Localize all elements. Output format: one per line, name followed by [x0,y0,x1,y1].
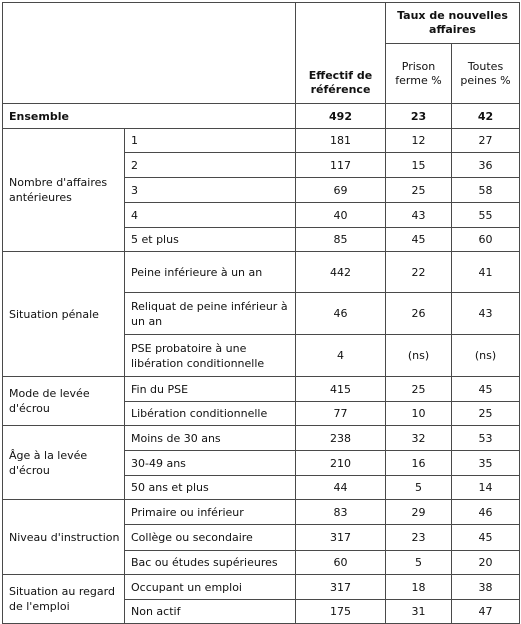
row-prison: 25 [386,377,452,402]
group-label: Situation au regard de l'emploi [3,575,125,624]
row-effectif: 40 [296,203,386,228]
row-label: Occupant un emploi [125,575,296,600]
row-toutes: 35 [452,451,520,476]
row-effectif: 317 [296,575,386,600]
row-effectif: 415 [296,377,386,402]
row-prison: 26 [386,293,452,335]
row-prison: 43 [386,203,452,228]
table-row [3,252,520,293]
row-prison: 31 [386,600,452,624]
row-effectif: 4 [296,335,386,377]
group-label: Situation pénale [3,252,125,377]
table-row [3,500,520,525]
row-prison: 23 [386,525,452,551]
row-prison: 10 [386,402,452,426]
row-toutes: 45 [452,525,520,551]
row-prison: 5 [386,551,452,575]
row-label: Libération conditionnelle [125,402,296,426]
row-toutes: 58 [452,178,520,203]
row-effectif: 46 [296,293,386,335]
row-toutes: 25 [452,402,520,426]
row-label: Bac ou études supérieures [125,551,296,575]
row-label: 2 [125,153,296,178]
row-label: Peine inférieure à un an [125,252,296,293]
total-row [3,104,520,129]
row-effectif: 317 [296,525,386,551]
row-effectif: 69 [296,178,386,203]
row-prison: 16 [386,451,452,476]
row-toutes: 45 [452,377,520,402]
row-label: Moins de 30 ans [125,426,296,451]
row-effectif: 238 [296,426,386,451]
table-row [3,377,520,402]
row-toutes: 41 [452,252,520,293]
row-effectif: 442 [296,252,386,293]
row-toutes: 53 [452,426,520,451]
row-toutes: 47 [452,600,520,624]
row-toutes: 38 [452,575,520,600]
row-effectif: 44 [296,476,386,500]
row-label: Fin du PSE [125,377,296,402]
group-label: Niveau d'instruction [3,500,125,575]
row-effectif: 60 [296,551,386,575]
row-effectif: 181 [296,129,386,153]
row-label: 4 [125,203,296,228]
row-prison: 12 [386,129,452,153]
row-label: Collège ou secondaire [125,525,296,551]
row-toutes: 55 [452,203,520,228]
total-prison: 23 [386,104,452,129]
row-label: 1 [125,129,296,153]
row-label: 3 [125,178,296,203]
row-toutes: 43 [452,293,520,335]
row-prison: 45 [386,228,452,252]
row-toutes: (ns) [452,335,520,377]
group-label: Mode de levée d'écrou [3,377,125,426]
total-toutes: 42 [452,104,520,129]
table-row [3,426,520,451]
row-label: Non actif [125,600,296,624]
row-prison: 29 [386,500,452,525]
recidivism-table [2,2,520,624]
row-effectif: 117 [296,153,386,178]
row-prison: (ns) [386,335,452,377]
row-prison: 5 [386,476,452,500]
group-label: Nombre d'affaires antérieures [3,129,125,252]
row-prison: 15 [386,153,452,178]
header-empty-cell [3,3,296,104]
row-prison: 22 [386,252,452,293]
header-prison-ferme: Prison ferme % [386,44,452,104]
row-toutes: 36 [452,153,520,178]
total-effectif: 492 [296,104,386,129]
row-label: 5 et plus [125,228,296,252]
row-label: 30-49 ans [125,451,296,476]
header-effectif: Effectif de référence [296,3,386,104]
row-toutes: 20 [452,551,520,575]
row-toutes: 46 [452,500,520,525]
row-effectif: 83 [296,500,386,525]
row-effectif: 77 [296,402,386,426]
row-prison: 32 [386,426,452,451]
row-toutes: 60 [452,228,520,252]
row-toutes: 14 [452,476,520,500]
row-effectif: 85 [296,228,386,252]
row-prison: 18 [386,575,452,600]
total-label: Ensemble [3,104,296,129]
row-effectif: 175 [296,600,386,624]
row-label: 50 ans et plus [125,476,296,500]
row-toutes: 27 [452,129,520,153]
row-effectif: 210 [296,451,386,476]
table-row [3,129,520,153]
header-taux-group: Taux de nouvelles affaires [386,3,520,44]
header-toutes-peines: Toutes peines % [452,44,520,104]
table-row [3,575,520,600]
row-label: PSE probatoire à une libération conditionnelle [125,335,296,377]
group-label: Âge à la levée d'écrou [3,426,125,500]
row-label: Reliquat de peine inférieur à un an [125,293,296,335]
row-prison: 25 [386,178,452,203]
row-label: Primaire ou inférieur [125,500,296,525]
